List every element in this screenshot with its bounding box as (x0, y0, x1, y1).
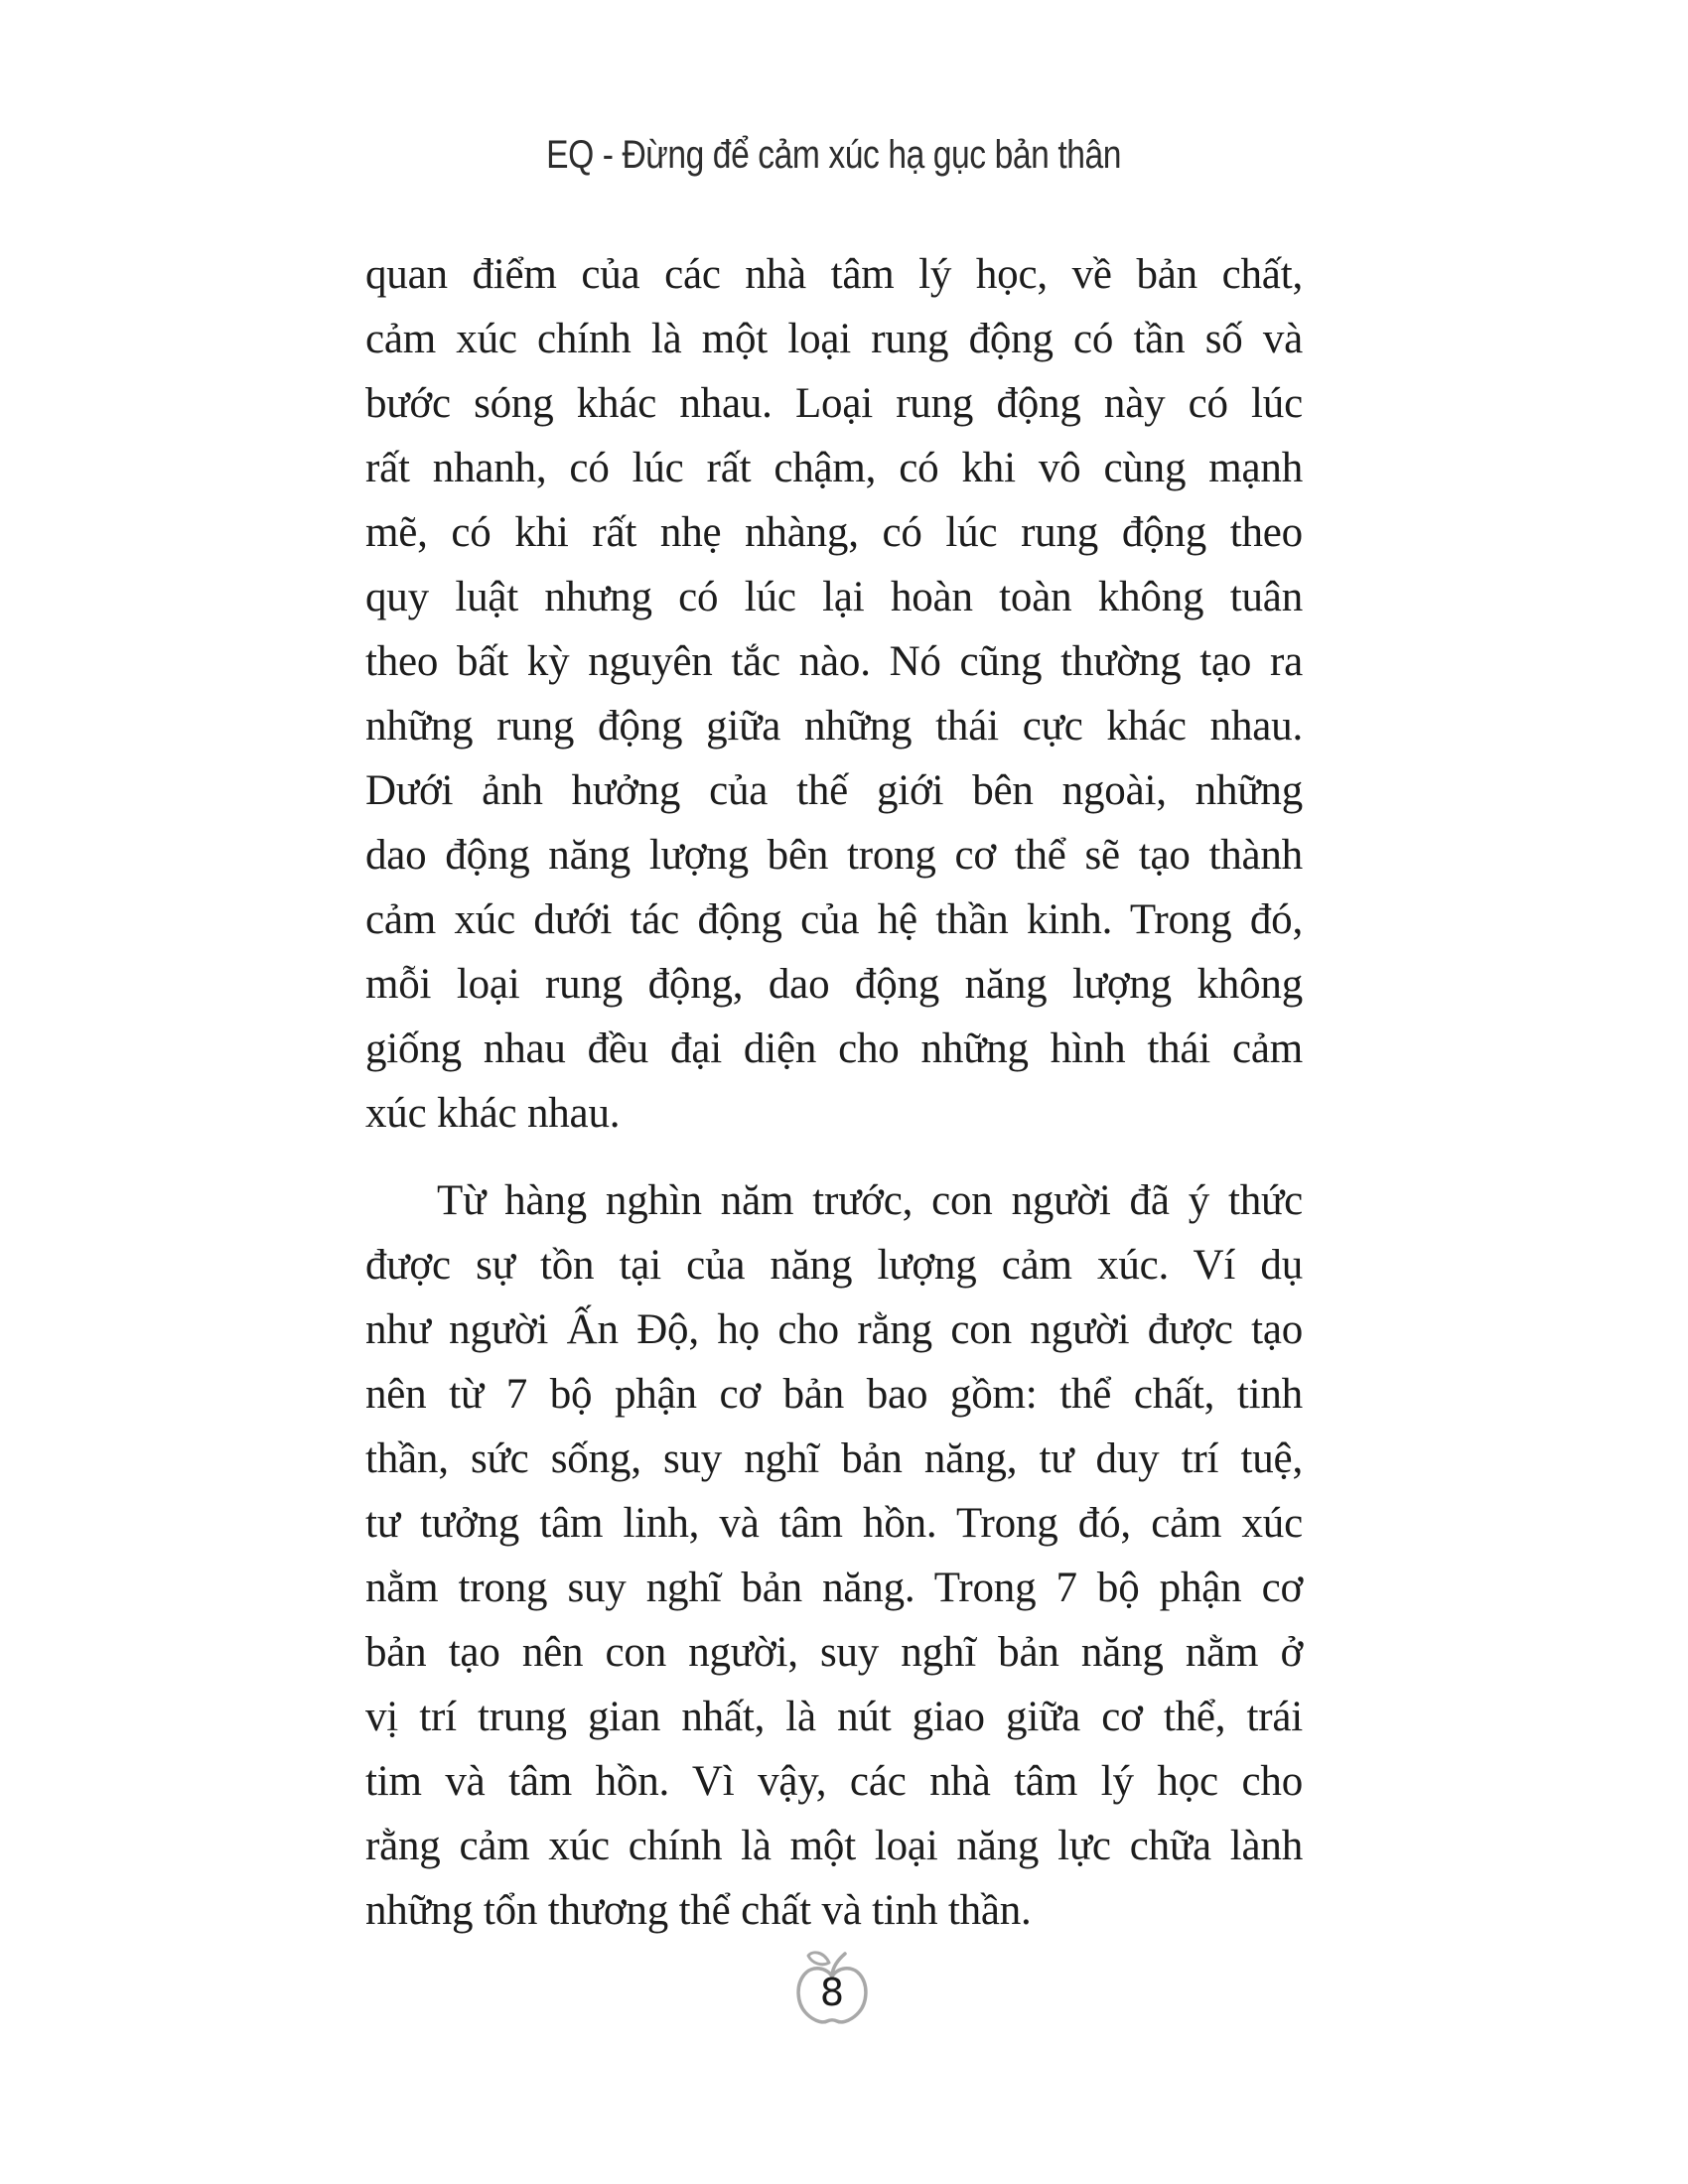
text-line: xúc khác nhau. (365, 1090, 621, 1137)
text-line: được sự tồn tại của năng lượng cảm xúc. Ví dụ (365, 1242, 1303, 1289)
text-line: quy luật nhưng có lúc lại hoàn toàn không tuân (365, 574, 1303, 620)
page-body (365, 242, 1303, 1943)
text-line: rằng cảm xúc chính là một loại năng lực chữa lành (365, 1823, 1303, 1869)
running-header-title: EQ - Đừng để cảm xúc hạ gục bản thân (546, 133, 1122, 177)
running-header (365, 125, 1303, 185)
text-line: những tổn thương thể chất và tinh thần. (365, 1887, 1032, 1934)
text-line: bản tạo nên con người, suy nghĩ bản năng nằm ở (365, 1629, 1303, 1676)
text-line: như người Ấn Độ, họ cho rằng con người được tạo (365, 1306, 1303, 1353)
text-line: theo bất kỳ nguyên tắc nào. Nó cũng thường tạo ra (365, 638, 1303, 685)
text-line: bước sóng khác nhau. Loại rung động này có lúc (365, 380, 1303, 427)
paragraph (365, 1168, 1303, 1943)
text-line: rất nhanh, có lúc rất chậm, có khi vô cùng mạnh (365, 445, 1303, 491)
text-line: tư tưởng tâm linh, và tâm hồn. Trong đó, cảm xúc (365, 1500, 1303, 1547)
page-number: 8 (819, 1971, 845, 2014)
text-line: giống nhau đều đại diện cho những hình thái cảm (365, 1025, 1303, 1072)
text-line: Từ hàng nghìn năm trước, con người đã ý thức (437, 1177, 1303, 1224)
text-line: tim và tâm hồn. Vì vậy, các nhà tâm lý học cho (365, 1758, 1303, 1805)
text-line: nằm trong suy nghĩ bản năng. Trong 7 bộ phận cơ (365, 1565, 1303, 1611)
text-line: cảm xúc dưới tác động của hệ thần kinh. Trong đó, (365, 896, 1303, 943)
paragraph (365, 242, 1303, 1146)
text-line: dao động năng lượng bên trong cơ thể sẽ tạo thành (365, 832, 1303, 879)
apple-leaf (808, 1953, 829, 1965)
text-line: mẽ, có khi rất nhẹ nhàng, có lúc rung động theo (365, 509, 1303, 556)
text-line: thần, sức sống, suy nghĩ bản năng, tư duy trí tuệ, (365, 1435, 1303, 1482)
text-line: quan điểm của các nhà tâm lý học, về bản chất, (365, 251, 1303, 298)
text-line: Dưới ảnh hưởng của thế giới bên ngoài, những (365, 767, 1303, 814)
text-line: cảm xúc chính là một loại rung động có tần số và (365, 316, 1303, 362)
text-line: những rung động giữa những thái cực khác nhau. (365, 703, 1303, 750)
text-line: nên từ 7 bộ phận cơ bản bao gồm: thể chất, tinh (365, 1371, 1303, 1418)
text-line: mỗi loại rung động, dao động năng lượng không (365, 961, 1303, 1008)
page-number-decoration (792, 1948, 872, 2027)
text-line: vị trí trung gian nhất, là nút giao giữa cơ thể, trái (365, 1694, 1303, 1740)
